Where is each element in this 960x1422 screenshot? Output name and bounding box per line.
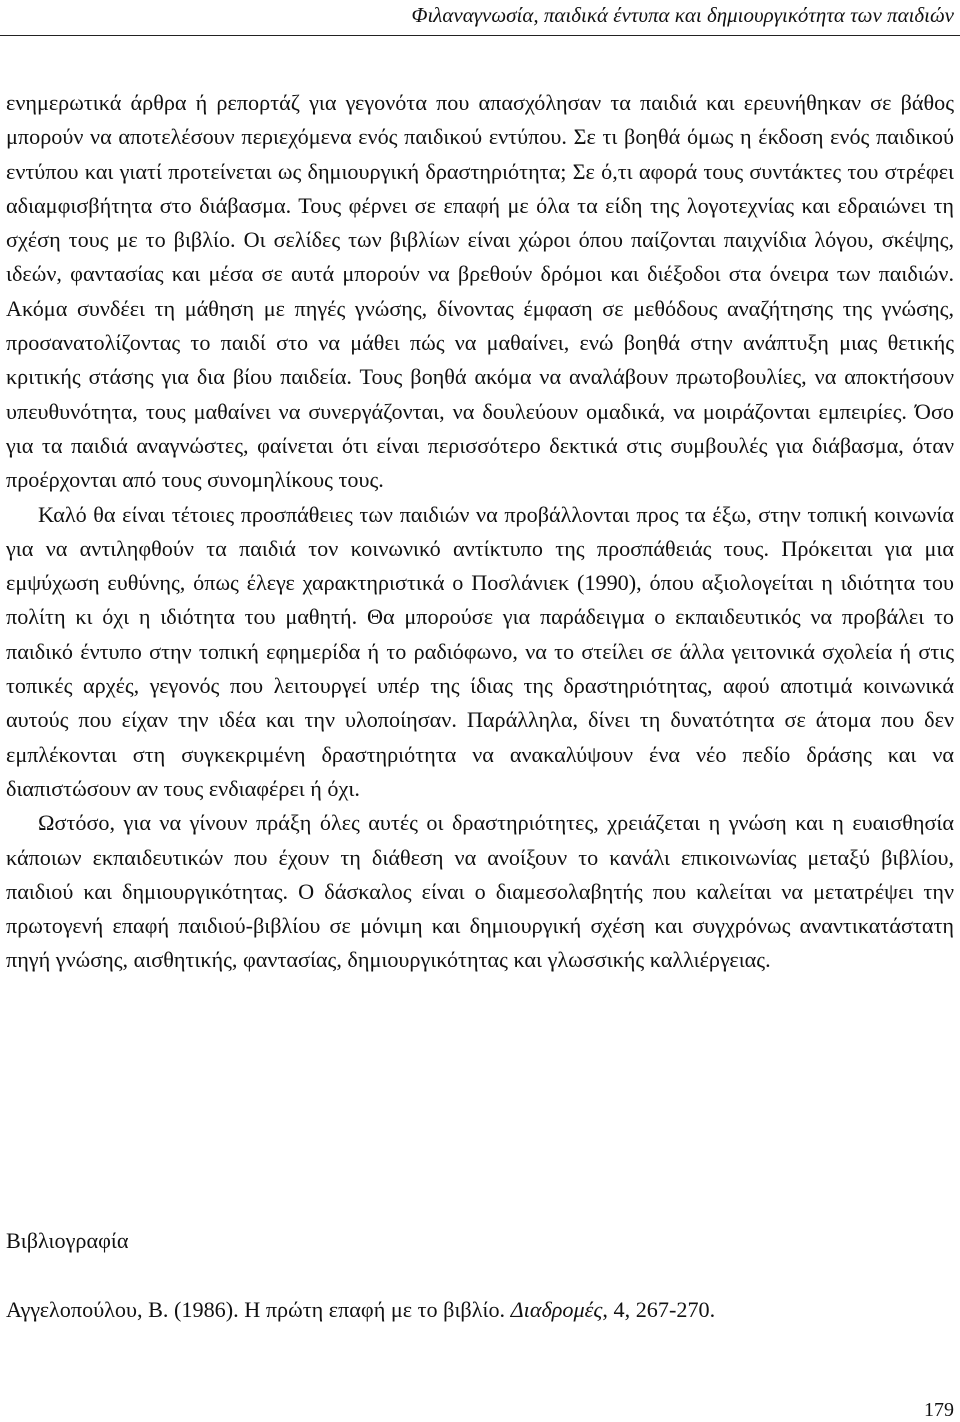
paragraph-3: Ωστόσο, για να γίνουν πράξη όλες αυτές οι δραστηριότητες, χρειάζεται η γνώση και η ευαισθησία κάποιων εκπαιδευτικών που έχουν τη διάθεση να ανοίξουν το κανάλι επικοινωνίας μεταξύ βιβλίου, παιδιού και δημιουργικότητας. Ο δάσκαλος είναι ο διαμεσολαβητής που καλείται να μετατρέψει την πρωτογενή επαφή παιδιού-βιβλίου σε μόνιμη και δημιουργική σχέση και συγχρόνως αναντικατάστατη πηγή γνώσης, αισθητικής, φαντασίας, δημιουργικότητας και γλωσσικής καλλιέργειας.: [6, 810, 954, 973]
paragraph-2: Καλό θα είναι τέτοιες προσπάθειες των παιδιών να προβάλλονται προς τα έξω, στην τοπική κοινωνία για να αντιληφθούν τα παιδιά τον κοινωνικό αντίκτυπο της προσπάθειάς τους. Πρόκειται για μια εμψύχωση ευθύνης, όπως έλεγε χαρακτηριστικά ο Ποσλάνιεκ (1990), όπου αξιολογείται η ιδιότητα του πολίτη κι όχι η ιδιότητα του μαθητή. Θα μπορούσε για παράδειγμα ο εκπαιδευτικός να προβάλει το παιδικό έντυπο στην τοπική εφημερίδα ή το ραδιόφωνο, να το στείλει σε άλλα γειτονικά σχολεία ή στις τοπικές αρχές, γεγονός που λειτουργεί υπέρ της ίδιας της δραστηριότητας, αφού αποτιμά κοινωνικά αυτούς που είχαν την ιδέα και την υλοποίησαν. Παράλληλα, δίνει τη δυνατότητα σε άτομα που δεν εμπλέκονται στη συγκεκριμένη δραστηριότητα να ανακαλύψουν ένα νέο πεδίο δράσης και να διαπιστώσουν αν τους ενδιαφέρει ή όχι.: [6, 501, 954, 801]
bibliography-heading: Βιβλιογραφία: [6, 1228, 129, 1253]
bib-journal: Διαδρομές: [510, 1297, 603, 1322]
bib-authors-title: Αγγελοπούλου, Β. (1986). Η πρώτη επαφή με το βιβλίο.: [6, 1297, 511, 1322]
main-text: [6, 86, 954, 978]
running-header: Φιλαναγνωσία, παιδικά έντυπα και δημιουργικότητα των παιδιών: [411, 3, 954, 27]
bib-details: , 4, 267-270.: [602, 1297, 716, 1322]
paragraph-1: ενημερωτικά άρθρα ή ρεπορτάζ για γεγονότα που απασχόλησαν τα παιδιά και ερευνήθηκαν σε βάθος μπορούν να αποτελέσουν περιεχόμενα ενός παιδικού εντύπου. Σε τι βοηθά όμως η έκδοση ενός παιδικού εντύπου και γιατί προτείνεται ως δημιουργική δραστηριότητα; Σε ό,τι αφορά τους συντάκτες του στρέφει αδιαμφισβήτητα στο διάβασμα. Τους φέρνει σε επαφή με όλα τα είδη της λογοτεχνίας και εδραιώνει τη σχέση τους με το βιβλίο. Οι σελίδες των βιβλίων είναι χώροι όπου παίζονται παιχνίδια λόγου, σκέψης, ιδεών, φαντασίας και μέσα σε αυτά μπορούν να βρεθούν δρόμοι και διέξοδοι στα όνειρα των παιδιών. Ακόμα συνδέει τη μάθηση με πηγές γνώσης, δίνοντας έμφαση σε μεθόδους αναζήτησης της γνώσης, προσανατολίζοντας το παιδί στο να μάθει πώς να μαθαίνει, ενώ βοηθά στην ανάπτυξη μιας θετικής κριτικής στάσης για δια βίου παιδεία. Τους βοηθά ακόμα να αναλάβουν πρωτοβουλίες, να αποκτήσουν υπευθυνότητα, τους μαθαίνει να συνεργάζονται, να δουλεύουν ομαδικά, να μοιράζονται εμπειρίες. Όσο για τα παιδιά αναγνώστες, φαίνεται ότι είναι περισσότερο δεκτικά στις συμβουλές για διάβασμα, όταν προέρχονται από τους συνομηλίκους τους.: [6, 90, 954, 493]
bibliography-entry: [6, 1295, 715, 1325]
header-rule: [0, 35, 960, 36]
page-number: 179: [924, 1399, 954, 1421]
